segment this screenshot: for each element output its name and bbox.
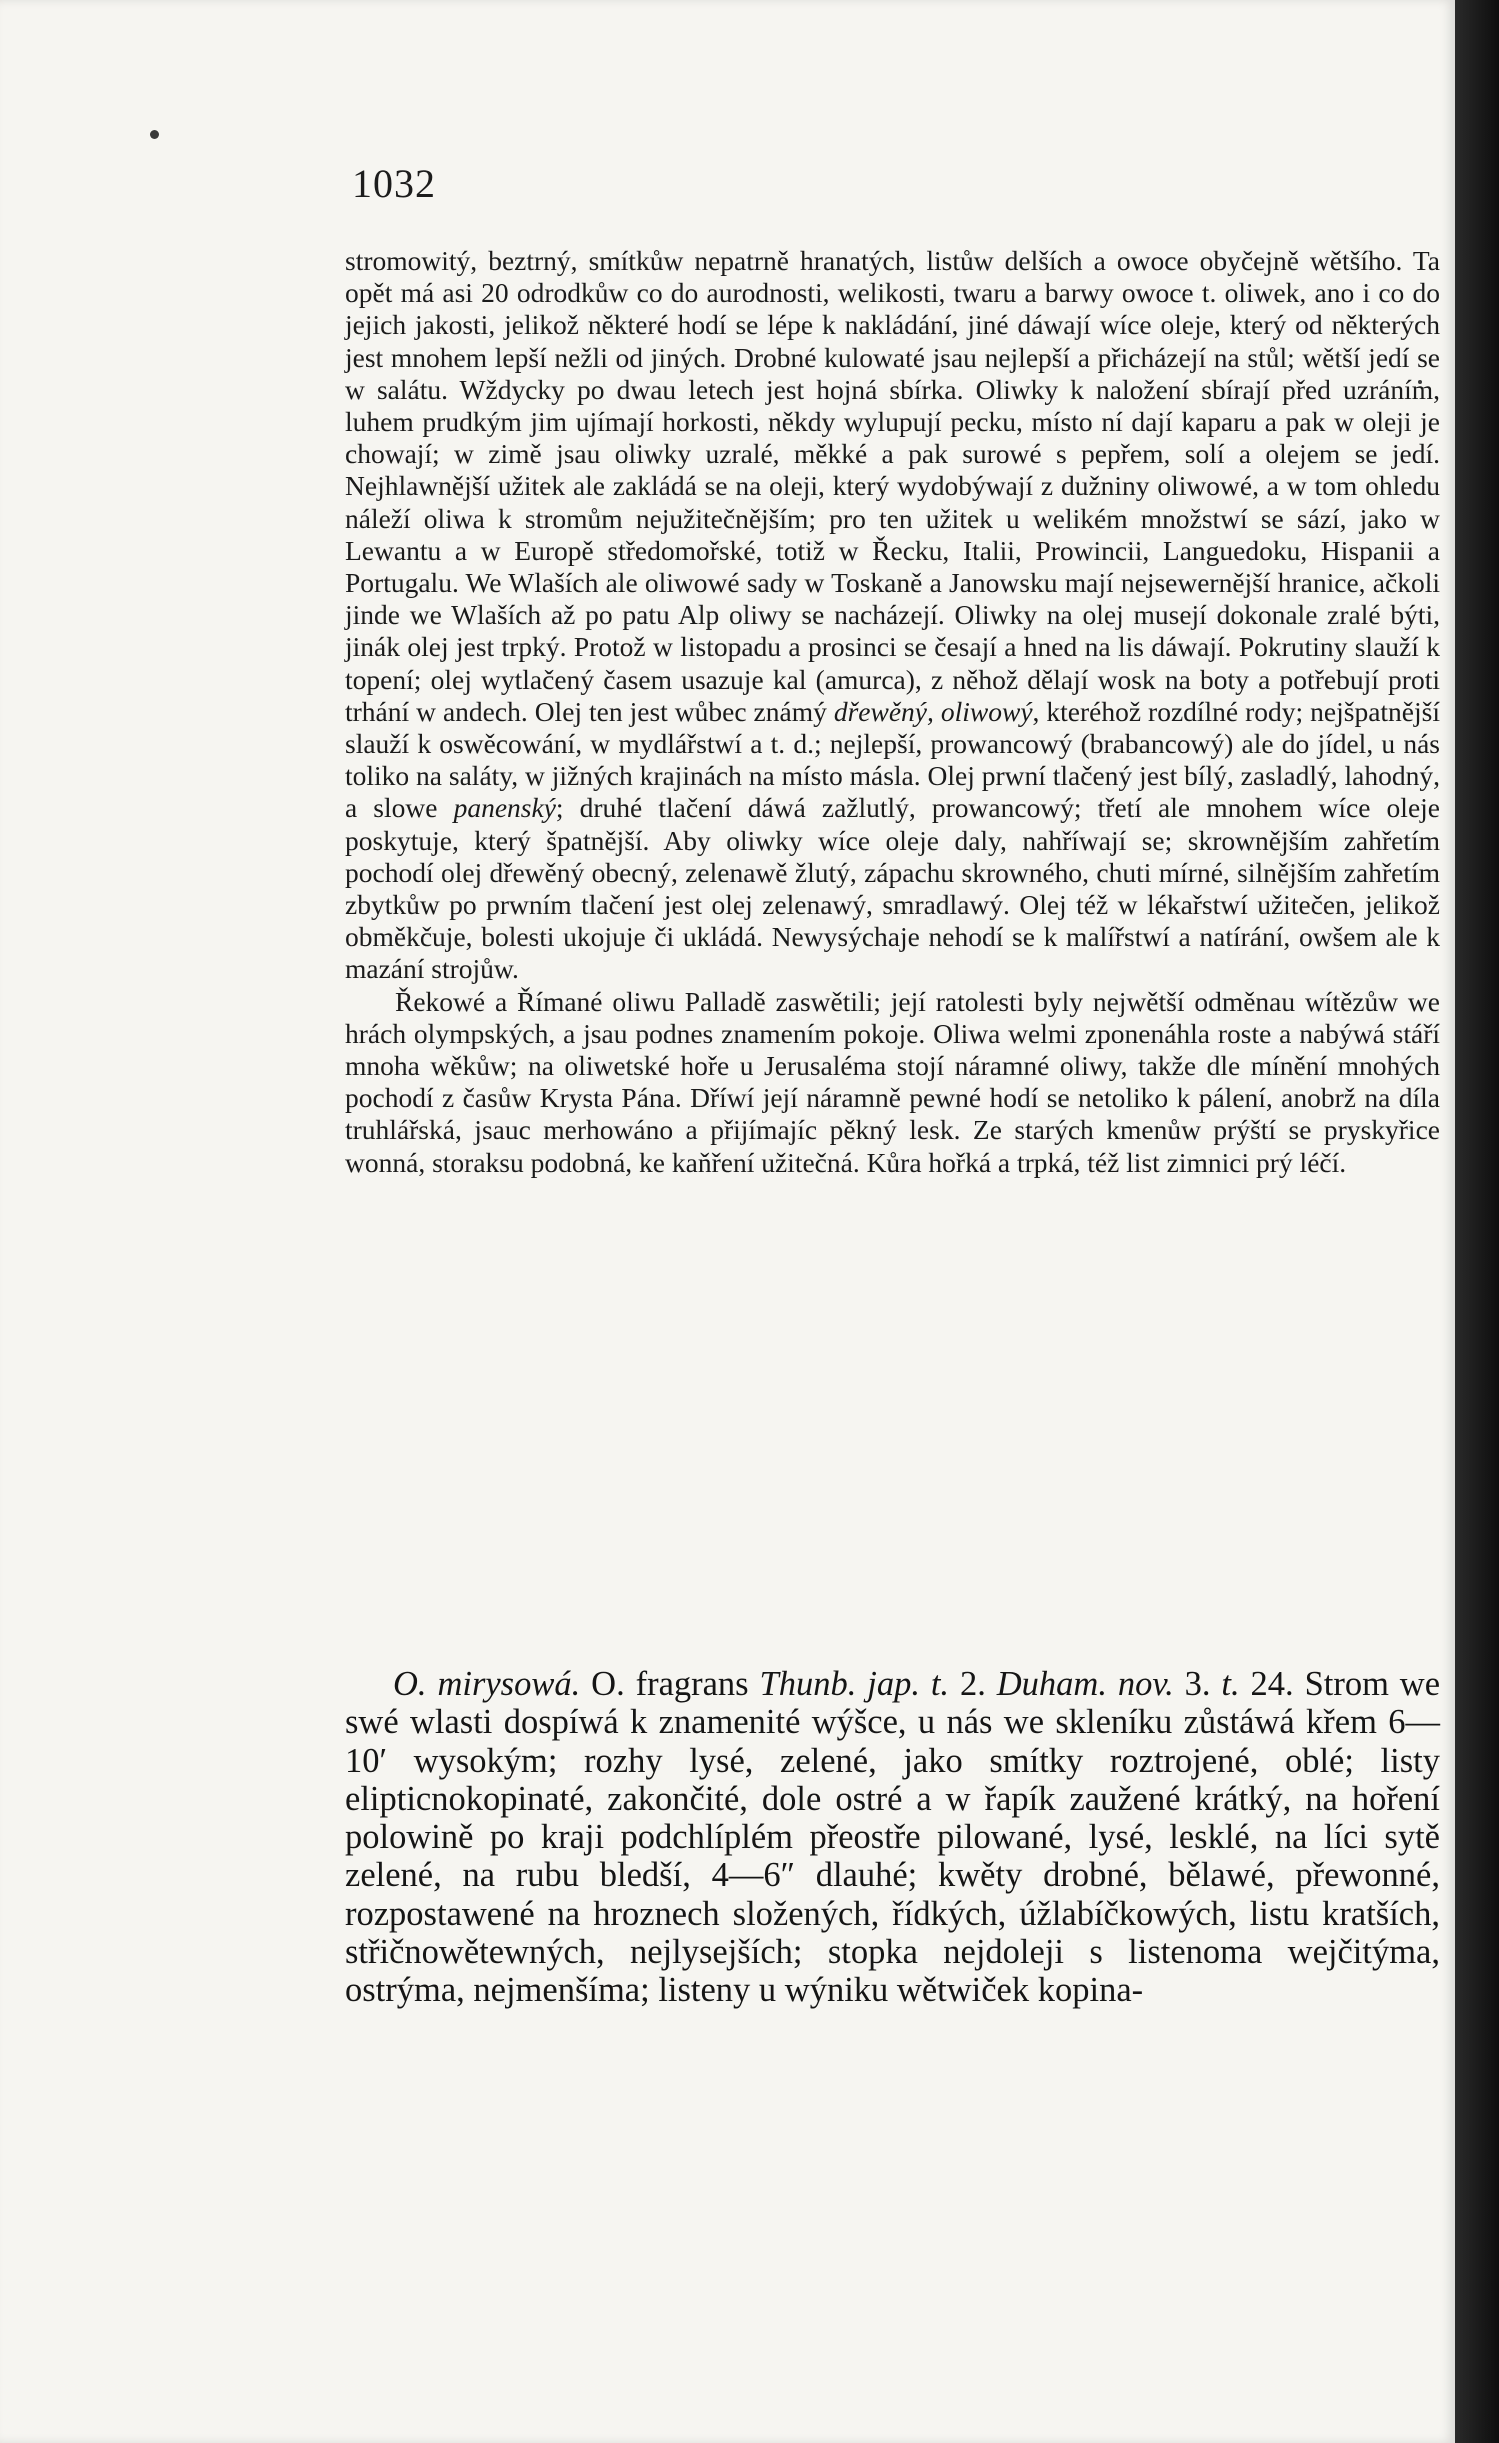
text-run: 3. <box>1173 1665 1222 1703</box>
citation: Duham. nov. <box>996 1665 1174 1703</box>
italic-term: panenský <box>453 792 556 824</box>
citation: Thunb. jap. t. <box>759 1665 950 1703</box>
ink-speck <box>150 130 159 139</box>
text-run: 24. Strom we swé wlasti dospíwá k znamenité wýšce, u nás we skleníku zůstáwá křem 6—10′ wysokým; rozhy lysé, zelené, jako smítky roztrojené, oblé; listy elipticnokopinaté, zakončité, dole ostré a w řapík zaužené krátký, na hoření polowině po kraji podchlíplém přeostře pilowané, lysé, lesklé, na líci sytě zelené, na rubu bledší, 4—6″ dlauhé; kwěty drobné, bělawé, přewonné, rozpostawené na hroznech složených, řídkých, úžlabíčkowých, listu kratších, střičnowětewných, nejlysejších; stopka nejdoleji s listenoma wejčitýma, ostrýma, nejmenšíma; listeny u wýniku wětwiček kopina- <box>345 1665 1441 2010</box>
text-run: 2. <box>949 1665 997 1703</box>
page-number: 1032 <box>352 161 436 206</box>
text-run: ; druhé tlačení dáwá zažlutlý, prowancowý; třetí ale mnohem wíce oleje poskytuje, který špatnější. Aby oliwky wíce oleje daly, nahříwají se; skrownějším zahřetím pochodí olej dřewěný obecný, zelenawě žlutý, zápachu skrowného, chuti mírné, silnějším zahřetím zbytkůw po prwním tlačení jest olej zelenawý, smradlawý. Olej též w lékařstwí užitečen, jelikož obměkčuje, bolesti ukojuje či ukládá. Newysýchaje nehodí se k malířstwí a natírání, owšem ale k mazání strojůw. <box>345 792 1440 985</box>
paragraph-osmanthus <box>345 1665 1440 2010</box>
species-entry <box>345 1665 1440 2010</box>
italic-term: dřewěný, oliwowý <box>833 695 1033 727</box>
olive-description <box>345 245 1440 1179</box>
species-name: O. mirysowá. <box>393 1665 581 1703</box>
text-run: O. fragrans <box>580 1665 760 1703</box>
text-run: , kteréhož rozdílné rody; nejšpatnější slauží k oswěcowání, w mydlářstwí a t. d.; nejlepší, prowancowý (brabancowý) ale do jídel, u nás toliko na saláty, w jižných krajinách na místo másla. Olej prwní tlačený jest bílý, zasladlý, lahodný, a slowe <box>345 695 1440 824</box>
scan-edge <box>1455 0 1499 2443</box>
paragraph-olive-uses <box>345 245 1440 986</box>
text-run: stromowitý, beztrný, smítkůw nepatrně hranatých, listůw delších a owoce obyčejně wětšího. Ta opět má asi 20 odrodkůw co do aurodnosti, welikosti, twaru a barwy owoce t. oliwek, ano i co do jejich jakosti, jelikož některé hodí se lépe k nakládání, jiné dáwají wíce oleje, který od některých jest mnohem lepší nežli od jiných. Drobné kulowaté jsau nejlepší a přicházejí na stůl; wětší jedí se w salátu. Wždycky po dwau letech jest hojná sbírka. Oliwky k naložení sbírají před uzráním, luhem prudkým jim ujímají horkosti, někdy wylupují pecku, místo ní dají kaparu a pak w oleji je chowají; w zimě jsau oliwky uzralé, měkké a pak surowé s pepřem, solí a olejem se jedí. Nejhlawnější užitek ale zakládá se na oleji, který wydobýwají z dužniny oliwowé, a w tom ohledu náleží oliwa k stromům nejužitečnějším; pro ten užitek u welikém množstwí se sází, jako w Lewantu a w Europě středomořské, totiž w Řecku, Italii, Prowincii, Languedoku, Hispanii a Portugalu. We Wlaších ale oliwowé sady w Toskaně a Janowsku mají nejsewernější hranice, ačkoli jinde we Wlaších až po patu Alp oliwy se nacházejí. Oliwky na olej musejí dokonale zralé býti, jinák olej jest trpký. Protož w listopadu a prosinci se česají a hned na lis dáwají. Pokrutiny slauží k topení; olej wytlačený časem usazuje kal (amurca), z něhož dělají wosk na boty a potřebují proti trhání w andech. Olej ten jest wůbec známý <box>345 245 1440 727</box>
citation: t. <box>1221 1665 1240 1703</box>
paragraph-olive-history: Řekowé a Římané oliwu Palladě zaswětili; její ratolesti byly nejwětší odměnau wítězůw we hrách olympských, a jsau podnes znamením pokoje. Oliwa welmi zponenáhla roste a nabýwá stáří mnoha wěkůw; na oliwetské hoře u Jerusaléma stojí náramné oliwy, takže dle mínění mnohých pochodí z časůw Krysta Pána. Dříwí její náramně pewné hodí se netoliko k pálení, anobrž na díla truhlářská, jsauc merhowáno a přijímajíc pěkný lesk. Ze starých kmenůw prýští se pryskyřice wonná, storaksu podobná, ke kaňření užitečná. Kůra hořká a trpká, též list zimnici prý léčí. <box>345 985 1440 1178</box>
